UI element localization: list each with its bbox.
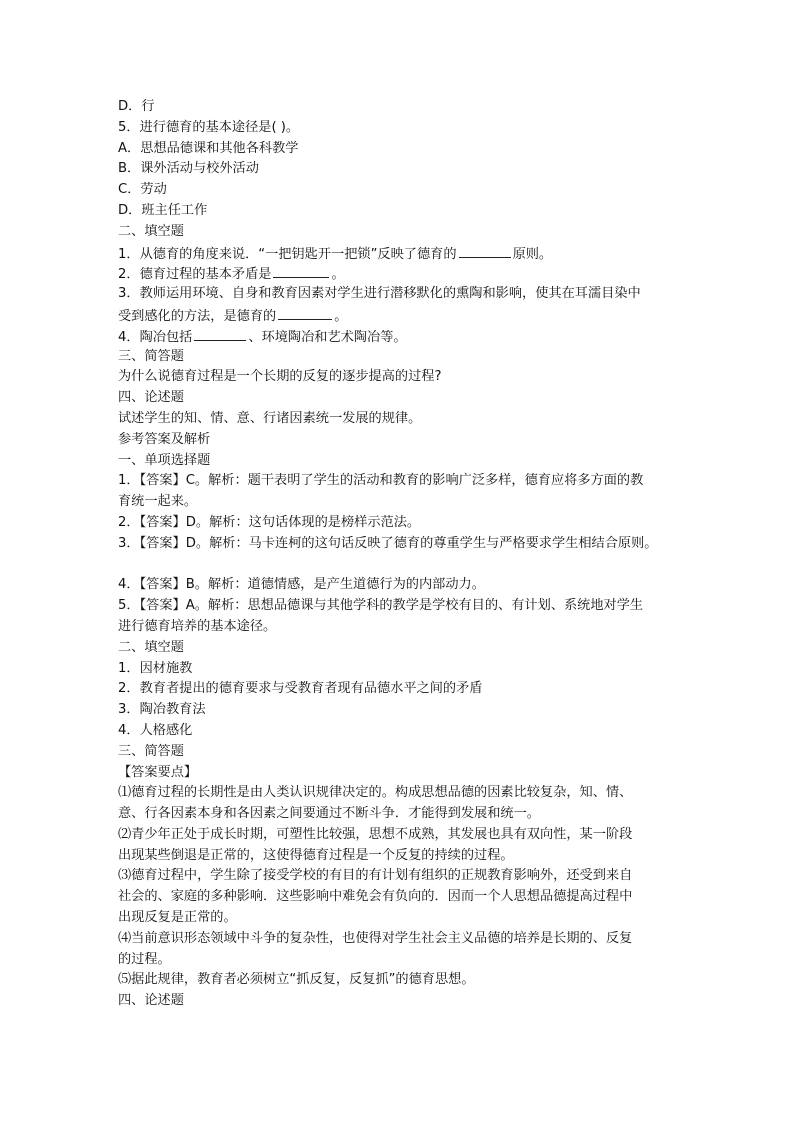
fill-answer-2: 2．教育者提出的德育要求与受教育者现有品德水平之间的矛盾: [118, 681, 483, 697]
answer-1-line2: 育统一起来。: [118, 494, 198, 510]
q4-option-d: D．行: [118, 99, 155, 114]
essay-question: 试述学生的知、情、意、行诸因素统一发展的规律。: [118, 410, 422, 426]
key-point-2-line1: ⑵青少年正处于成长时期，可塑性比较强，思想不成熟，其发展也具有双向性，某一阶段: [118, 826, 633, 842]
fill-q1-text: 1．从德育的角度来说．“一把钥匙开一把锁”反映了德育的: [118, 246, 457, 262]
fill-answer-3: 3．陶冶教育法: [118, 702, 206, 718]
fill-q3-end: 。: [334, 308, 348, 324]
answer-5-line2: 进行德育培养的基本途径。: [118, 618, 277, 634]
q5-option-c: C．劳动: [118, 182, 167, 198]
fill-q4-end: 、环境陶冶和艺术陶冶等。: [248, 329, 407, 345]
key-point-1-line2: 意、行各因素本身和各因素之间要通过不断斗争．才能得到发展和统一。: [118, 806, 540, 822]
fill-q2-text: 2．德育过程的基本矛盾是: [118, 267, 272, 283]
document-body: [118, 97, 688, 1012]
fill-q4: [118, 326, 688, 347]
answer-4: 4．【答案】B。解析：道德情感，是产生道德行为的内部动力。: [118, 577, 485, 593]
answers-essay-heading: 四、论述题: [118, 993, 184, 1009]
key-point-3-line1: ⑶德育过程中，学生除了接受学校的有目的有计划有组织的正规教育影响外，还受到来自: [118, 868, 633, 884]
answer-1-line1: 1．【答案】C。解析：题干表明了学生的活动和教育的影响广泛多样，德育应将多方面的教: [118, 473, 644, 489]
blank-line: [118, 555, 688, 576]
essay-heading: 四、论述题: [118, 390, 184, 406]
key-point-4-line1: ⑷当前意识形态领域中斗争的复杂性，也使得对学生社会主义品德的培养是长期的、反复: [118, 930, 633, 946]
answer-blank: [278, 305, 332, 320]
answer-2: 2．【答案】D。解析：这句话体现的是榜样示范法。: [118, 514, 421, 530]
answer-blank: [194, 326, 246, 341]
fill-q1: [118, 243, 688, 264]
answers-fill-heading: 二、填空题: [118, 639, 184, 655]
fill-q3-line2: [118, 305, 688, 326]
q5-option-a: A．思想品德课和其他各科教学: [118, 140, 299, 156]
answer-blank: [459, 243, 511, 258]
q5-option-b: B．课外活动与校外活动: [118, 161, 259, 177]
fill-q4-text: 4．陶冶包括: [118, 329, 193, 345]
short-question: 为什么说德育过程是一个长期的反复的逐步提高的过程?: [118, 369, 442, 385]
fill-q2-end: 。: [331, 267, 345, 283]
key-point-3-line3: 出现反复是正常的。: [118, 910, 237, 926]
fill-q3-line1: 3．教师运用环境、自身和教育因素对学生进行潜移默化的熏陶和影响，使其在耳濡目染中: [118, 286, 641, 302]
key-point-3-line2: 社会的、家庭的多种影响．这些影响中难免会有负向的．因而一个人思想品德提高过程中: [118, 889, 633, 905]
key-point-1-line1: ⑴德育过程的长期性是由人类认识规律决定的。构成思想品德的因素比较复杂，知、情、: [118, 785, 633, 801]
key-point-2-line2: 出现某些倒退是正常的，这使得德育过程是一个反复的持续的过程。: [118, 847, 514, 863]
answers-title: 参考答案及解析: [118, 431, 211, 447]
q5-option-d: D．班主任工作: [118, 202, 208, 218]
fill-q1-end: 原则。: [512, 246, 553, 262]
answer-blank: [273, 263, 329, 278]
answers-choice-heading: 一、单项选择题: [118, 452, 211, 468]
fill-q3-text: 受到感化的方法，是德育的: [118, 308, 277, 324]
fill-answer-4: 4．人格感化: [118, 722, 193, 738]
fill-q2: [118, 263, 688, 284]
answers-short-heading: 三、简答题: [118, 743, 184, 759]
answer-3: 3．【答案】D。解析：马卡连柯的这句话反映了德育的尊重学生与严格要求学生相结合原则。: [118, 535, 658, 551]
key-point-4-line2: 的过程。: [118, 951, 171, 967]
fill-answer-1: 1．因材施教: [118, 660, 193, 676]
key-point-5: ⑸据此规律，教育者必须树立“抓反复，反复抓”的德育思想。: [118, 972, 475, 988]
fill-heading: 二、填空题: [118, 223, 184, 239]
short-heading: 三、简答题: [118, 348, 184, 364]
q5-stem: 5．进行德育的基本途径是( )。: [118, 119, 300, 135]
key-points-label: 【答案要点】: [118, 764, 198, 780]
answer-5-line1: 5．【答案】A。解析：思想品德课与其他学科的教学是学校有目的、有计划、系统地对学生: [118, 598, 644, 614]
